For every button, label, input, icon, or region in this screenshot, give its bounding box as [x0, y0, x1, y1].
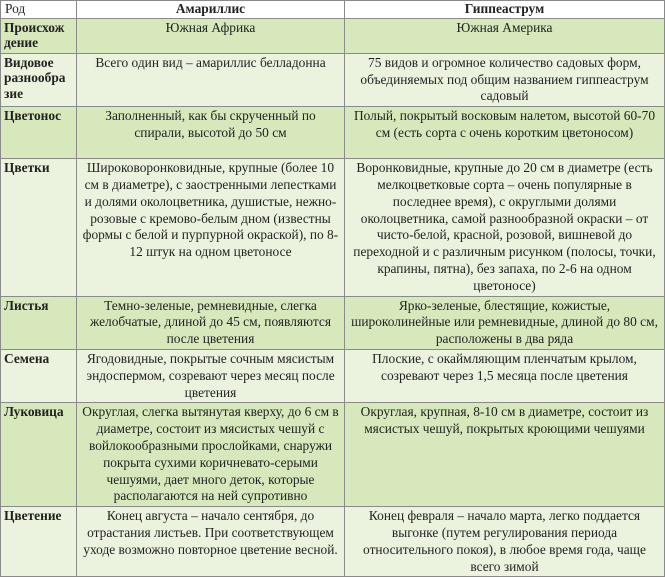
header-row [1, 1, 665, 19]
cell-amaryllis: Округлая, слегка вытянутая кверху, до 6 см в диаметре, состоит из мясистых чешуй с войлокообразными прослойками, снаружи покрыта сухими коричневато-серыми чешуями, дает много деток, которые располагаются на ней супротивно [77, 403, 345, 507]
cell-hippeastrum: Ярко-зеленые, блестящие, кожистые, широколинейные или ремневидные, длиной до 80 см, расположены в два ряда [345, 296, 665, 349]
cell-hippeastrum: Округлая, крупная, 8-10 см в диаметре, состоит из мясистых чешуй, покрытых кроющими чешуями [345, 403, 665, 507]
row-origin [1, 18, 665, 53]
row-label: Листья [1, 296, 77, 349]
cell-hippeastrum: Полый, покрытый восковым налетом, высотой 60-70 см (есть сорта с очень коротким цветоносом) [345, 107, 665, 159]
cell-hippeastrum: Южная Америка [345, 18, 665, 53]
row-peduncle [1, 107, 665, 159]
row-flowers [1, 159, 665, 296]
row-label: Цветение [1, 507, 77, 577]
row-label: Цветки [1, 159, 77, 296]
row-leaves [1, 296, 665, 349]
header-genus: Род [1, 1, 77, 19]
cell-hippeastrum: Плоские, с окаймляющим пленчатым крылом, созревают через 1,5 месяца после цветения [345, 349, 665, 402]
row-label: Происхож дение [1, 18, 77, 53]
row-label: Цветонос [1, 107, 77, 159]
cell-amaryllis: Заполненный, как бы скрученный по спирали, высотой до 50 см [77, 107, 345, 159]
header-amaryllis: Амариллис [77, 1, 345, 19]
cell-amaryllis: Всего один вид – амариллис белладонна [77, 53, 345, 106]
row-species-diversity [1, 53, 665, 106]
cell-amaryllis: Широковоронковидные, крупные (более 10 см в диаметре), с заостренными лепестками и долями околоцветника, душистые, нежно-розовые с кремово-белым дном (известны формы с белой и пурпурной окраской), по 8-12 штук на одном цветоносе [77, 159, 345, 296]
row-label: Семена [1, 349, 77, 402]
cell-hippeastrum: Воронковидные, крупные до 20 см в диаметре (есть мелкоцветковые сорта – очень популярные в последнее время), с округлыми долями околоцветника, самой разнообразной окраски – от чисто-белой, красной, розовой, вишневой до переходной и с различным рисунком (полосы, точки, крапины, пятна), без запаха, по 2-6 на одном цветоносе) [345, 159, 665, 296]
row-flowering [1, 507, 665, 577]
cell-hippeastrum: 75 видов и огромное количество садовых форм, объединяемых под общим названием гиппеаструм садовый [345, 53, 665, 106]
cell-amaryllis: Темно-зеленые, ремневидные, слегка желобчатые, длиной до 45 см, появляются после цветения [77, 296, 345, 349]
cell-hippeastrum: Конец февраля – начало марта, легко поддается выгонке (путем регулирования периода относительного покоя), в любое время года, чаще всего зимой [345, 507, 665, 577]
header-hippeastrum: Гиппеаструм [345, 1, 665, 19]
row-label: Луковица [1, 403, 77, 507]
cell-amaryllis: Южная Африка [77, 18, 345, 53]
cell-amaryllis: Ягодовидные, покрытые сочным мясистым эндоспермом, созревают через месяц после цветения [77, 349, 345, 402]
row-label: Видовое разнообра зие [1, 53, 77, 106]
row-bulb [1, 403, 665, 507]
row-seeds [1, 349, 665, 402]
cell-amaryllis: Конец августа – начало сентября, до отрастания листьев. При соответствующем уходе возможно повторное цветение весной. [77, 507, 345, 577]
